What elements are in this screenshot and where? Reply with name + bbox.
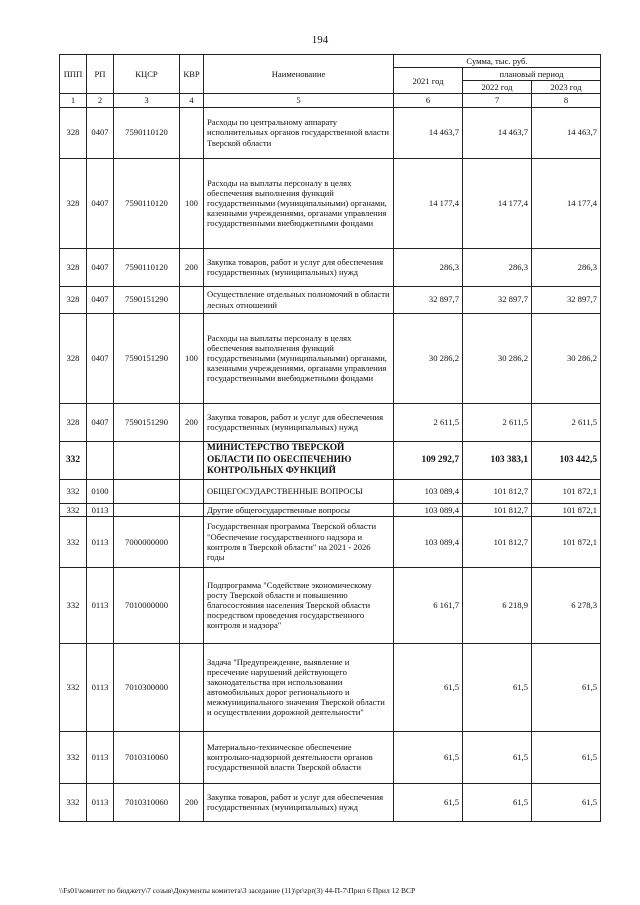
cell-name: Государственная программа Тверской области "Обеспечение государственного надзора и контроля в Тверской области" на 2021 - 2026 годы xyxy=(204,516,394,567)
cell-2022: 61,5 xyxy=(463,731,532,783)
table-row xyxy=(60,783,601,821)
header-rp: РП xyxy=(87,55,114,94)
cell-rp: 0100 xyxy=(87,479,114,503)
cell-name: МИНИСТЕРСТВО ТВЕРСКОЙ ОБЛАСТИ ПО ОБЕСПЕЧЕНИЮ КОНТРОЛЬНЫХ ФУНКЦИЙ xyxy=(204,441,394,479)
table-row xyxy=(60,403,601,441)
cell-kcsr: 7590151290 xyxy=(114,286,180,313)
cell-kvr xyxy=(180,731,204,783)
cell-ppp: 332 xyxy=(60,503,87,516)
cell-kcsr: 7010300000 xyxy=(114,643,180,731)
cell-kcsr: 7590110120 xyxy=(114,158,180,248)
table-row xyxy=(60,516,601,567)
cell-rp: 0113 xyxy=(87,567,114,643)
cell-2021: 14 177,4 xyxy=(394,158,463,248)
cell-ppp: 328 xyxy=(60,248,87,286)
cell-2023: 32 897,7 xyxy=(532,286,601,313)
cell-rp: 0407 xyxy=(87,313,114,403)
cell-2022: 61,5 xyxy=(463,783,532,821)
cell-name: Закупка товаров, работ и услуг для обеспечения государственных (муниципальных) нужд xyxy=(204,403,394,441)
cell-ppp: 328 xyxy=(60,286,87,313)
cell-kcsr: 7590110120 xyxy=(114,248,180,286)
table-row xyxy=(60,503,601,516)
cell-name: Подпрограмма "Содействие экономическому росту Тверской области и повышению благосостояния населения Тверской области посредством проведения государственного контроля и надзора" xyxy=(204,567,394,643)
column-number: 4 xyxy=(180,94,204,107)
table-row xyxy=(60,286,601,313)
cell-2023: 101 872,1 xyxy=(532,479,601,503)
cell-kcsr: 7010310060 xyxy=(114,783,180,821)
header-kcsr: КЦСР xyxy=(114,55,180,94)
page-number: 194 xyxy=(311,34,329,46)
table-row xyxy=(60,643,601,731)
cell-2023: 101 872,1 xyxy=(532,503,601,516)
cell-2021: 109 292,7 xyxy=(394,441,463,479)
table-row xyxy=(60,313,601,403)
cell-rp: 0407 xyxy=(87,286,114,313)
cell-2023: 2 611,5 xyxy=(532,403,601,441)
cell-2022: 6 218,9 xyxy=(463,567,532,643)
cell-rp: 0113 xyxy=(87,783,114,821)
cell-2022: 2 611,5 xyxy=(463,403,532,441)
cell-rp xyxy=(87,441,114,479)
header-plan-period: плановый период xyxy=(463,68,601,81)
header-ppp: ППП xyxy=(60,55,87,94)
column-number: 5 xyxy=(204,94,394,107)
cell-2023: 101 872,1 xyxy=(532,516,601,567)
cell-kcsr: 7010000000 xyxy=(114,567,180,643)
cell-ppp: 332 xyxy=(60,516,87,567)
cell-kcsr: 7010310060 xyxy=(114,731,180,783)
header-kvr: КВР xyxy=(180,55,204,94)
cell-ppp: 332 xyxy=(60,441,87,479)
cell-rp: 0113 xyxy=(87,503,114,516)
table-row xyxy=(60,731,601,783)
cell-kvr: 100 xyxy=(180,158,204,248)
cell-2022: 32 897,7 xyxy=(463,286,532,313)
budget-table xyxy=(59,54,601,822)
cell-2023: 61,5 xyxy=(532,643,601,731)
cell-ppp: 332 xyxy=(60,643,87,731)
column-number-row xyxy=(60,94,601,107)
cell-ppp: 332 xyxy=(60,479,87,503)
cell-ppp: 328 xyxy=(60,107,87,158)
cell-rp: 0407 xyxy=(87,403,114,441)
cell-2021: 2 611,5 xyxy=(394,403,463,441)
column-number: 8 xyxy=(532,94,601,107)
cell-kcsr: 7590151290 xyxy=(114,403,180,441)
cell-ppp: 328 xyxy=(60,313,87,403)
cell-ppp: 328 xyxy=(60,403,87,441)
cell-2023: 61,5 xyxy=(532,783,601,821)
cell-kvr xyxy=(180,503,204,516)
table-row xyxy=(60,479,601,503)
header-name: Наименование xyxy=(204,55,394,94)
cell-2022: 30 286,2 xyxy=(463,313,532,403)
table-row xyxy=(60,567,601,643)
cell-rp: 0113 xyxy=(87,643,114,731)
cell-2021: 286,3 xyxy=(394,248,463,286)
cell-kcsr: 7590110120 xyxy=(114,107,180,158)
cell-2022: 101 812,7 xyxy=(463,479,532,503)
column-number: 6 xyxy=(394,94,463,107)
table-row xyxy=(60,158,601,248)
table-row xyxy=(60,248,601,286)
header-year-2023: 2023 год xyxy=(532,81,601,94)
cell-2022: 103 383,1 xyxy=(463,441,532,479)
header-year-2022: 2022 год xyxy=(463,81,532,94)
cell-rp: 0113 xyxy=(87,731,114,783)
cell-kcsr xyxy=(114,503,180,516)
cell-name: Закупка товаров, работ и услуг для обеспечения государственных (муниципальных) нужд xyxy=(204,248,394,286)
cell-ppp: 332 xyxy=(60,567,87,643)
header-year-2021: 2021 год xyxy=(394,68,463,94)
cell-2021: 32 897,7 xyxy=(394,286,463,313)
cell-2021: 61,5 xyxy=(394,731,463,783)
cell-kvr xyxy=(180,479,204,503)
cell-kvr xyxy=(180,286,204,313)
cell-kvr: 200 xyxy=(180,783,204,821)
cell-name: Расходы по центральному аппарату исполнительных органов государственной власти Тверской области xyxy=(204,107,394,158)
cell-2023: 103 442,5 xyxy=(532,441,601,479)
cell-name: Другие общегосударственные вопросы xyxy=(204,503,394,516)
cell-2021: 6 161,7 xyxy=(394,567,463,643)
cell-kcsr: 7590151290 xyxy=(114,313,180,403)
cell-kvr: 200 xyxy=(180,403,204,441)
cell-ppp: 328 xyxy=(60,158,87,248)
cell-2023: 6 278,3 xyxy=(532,567,601,643)
cell-2021: 103 089,4 xyxy=(394,516,463,567)
cell-2021: 103 089,4 xyxy=(394,503,463,516)
cell-ppp: 332 xyxy=(60,783,87,821)
cell-kvr xyxy=(180,107,204,158)
column-number: 3 xyxy=(114,94,180,107)
cell-kvr xyxy=(180,441,204,479)
header-sum: Сумма, тыс. руб. xyxy=(394,55,601,68)
cell-kvr xyxy=(180,516,204,567)
cell-kvr: 200 xyxy=(180,248,204,286)
cell-2021: 30 286,2 xyxy=(394,313,463,403)
cell-rp: 0113 xyxy=(87,516,114,567)
cell-name: Расходы на выплаты персоналу в целях обеспечения выполнения функций государственными (муниципальными) органами, казенными учреждениями, органами управления государственными внебюджетными фондами xyxy=(204,158,394,248)
cell-2022: 286,3 xyxy=(463,248,532,286)
cell-ppp: 332 xyxy=(60,731,87,783)
cell-2021: 61,5 xyxy=(394,643,463,731)
cell-2023: 61,5 xyxy=(532,731,601,783)
cell-name: Задача "Предупреждение, выявление и пресечение нарушений действующего законодательства при использовании автомобильных дорог регионального и межмуниципального значения Тверской области и осуществлении дорожной деятельности" xyxy=(204,643,394,731)
column-number: 1 xyxy=(60,94,87,107)
table-row xyxy=(60,441,601,479)
cell-2022: 101 812,7 xyxy=(463,516,532,567)
cell-kcsr: 7000000000 xyxy=(114,516,180,567)
cell-2022: 14 177,4 xyxy=(463,158,532,248)
cell-2023: 30 286,2 xyxy=(532,313,601,403)
cell-2023: 14 463,7 xyxy=(532,107,601,158)
cell-kcsr xyxy=(114,479,180,503)
cell-kvr: 100 xyxy=(180,313,204,403)
cell-name: Расходы на выплаты персоналу в целях обеспечения выполнения функций государственными (муниципальными) органами, казенными учреждениями, органами управления государственными внебюджетными фондами xyxy=(204,313,394,403)
cell-kvr xyxy=(180,643,204,731)
cell-2022: 61,5 xyxy=(463,643,532,731)
cell-name: ОБЩЕГОСУДАРСТВЕННЫЕ ВОПРОСЫ xyxy=(204,479,394,503)
cell-2021: 103 089,4 xyxy=(394,479,463,503)
column-number: 7 xyxy=(463,94,532,107)
cell-2022: 101 812,7 xyxy=(463,503,532,516)
cell-2023: 14 177,4 xyxy=(532,158,601,248)
cell-name: Закупка товаров, работ и услуг для обеспечения государственных (муниципальных) нужд xyxy=(204,783,394,821)
cell-2021: 61,5 xyxy=(394,783,463,821)
cell-2023: 286,3 xyxy=(532,248,601,286)
footer-file-path: \\Fs01\комитет по бюджету\7 созыв\Документы комитета\3 заседание (11)\pr\zpr(3) 44-П-7\Прил 6 Прил 12 ВСР xyxy=(59,886,416,895)
table-row xyxy=(60,107,601,158)
cell-kvr xyxy=(180,567,204,643)
cell-kcsr xyxy=(114,441,180,479)
column-number: 2 xyxy=(87,94,114,107)
cell-rp: 0407 xyxy=(87,248,114,286)
cell-name: Осуществление отдельных полномочий в области лесных отношений xyxy=(204,286,394,313)
cell-rp: 0407 xyxy=(87,107,114,158)
cell-2022: 14 463,7 xyxy=(463,107,532,158)
cell-name: Материально-техническое обеспечение контрольно-надзорной деятельности органов государственной власти Тверской области xyxy=(204,731,394,783)
cell-rp: 0407 xyxy=(87,158,114,248)
cell-2021: 14 463,7 xyxy=(394,107,463,158)
